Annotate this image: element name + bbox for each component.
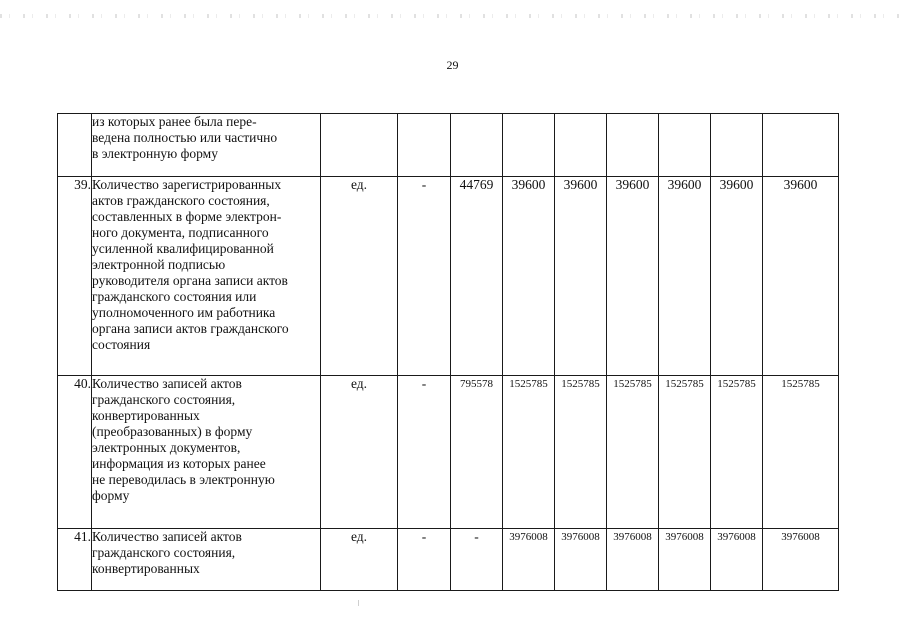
description-line: ведена полностью или частично	[92, 130, 278, 145]
value-cell	[451, 114, 503, 177]
value-cell	[503, 114, 555, 177]
description-line: форму	[92, 488, 130, 503]
description-line: гражданского состояния,	[92, 392, 236, 407]
row-description	[92, 177, 321, 376]
unit-cell: ед.	[321, 376, 398, 529]
description-line: усиленной квалифицированной	[92, 241, 274, 256]
value-cell: 1525785	[763, 376, 839, 529]
page-number: 29	[446, 58, 459, 72]
row-number: 40.	[58, 376, 92, 529]
value-cell: 39600	[711, 177, 763, 376]
description-line: актов гражданского состояния,	[92, 193, 270, 208]
description-line: органа записи актов гражданского	[92, 321, 289, 336]
value-cell: 44769	[451, 177, 503, 376]
row-description	[92, 529, 321, 591]
table-row	[58, 114, 839, 177]
value-cell: 3976008	[659, 529, 711, 591]
description-line: информация из которых ранее	[92, 456, 266, 471]
row-number	[58, 114, 92, 177]
unit-cell	[321, 114, 398, 177]
description-line: уполномоченного им работника	[92, 305, 276, 320]
description-line: конвертированных	[92, 408, 200, 423]
description-line: (преобразованных) в форму	[92, 424, 253, 439]
row-number: 39.	[58, 177, 92, 376]
unit-cell: ед.	[321, 177, 398, 376]
description-line: гражданского состояния,	[92, 545, 236, 560]
description-line: ного документа, подписанного	[92, 225, 269, 240]
value-cell	[555, 114, 607, 177]
scan-noise-strip	[0, 14, 905, 18]
scan-speck	[358, 600, 359, 606]
value-cell: -	[398, 376, 451, 529]
table-row	[58, 177, 839, 376]
row-number: 41.	[58, 529, 92, 591]
value-cell: -	[398, 529, 451, 591]
value-cell: 39600	[555, 177, 607, 376]
description-line: Количество записей актов	[92, 529, 242, 544]
description-line: в электронную форму	[92, 146, 218, 161]
value-cell	[711, 114, 763, 177]
description-line: гражданского состояния или	[92, 289, 257, 304]
value-cell: 1525785	[659, 376, 711, 529]
value-cell: 3976008	[607, 529, 659, 591]
description-line: электронных документов,	[92, 440, 241, 455]
value-cell: 1525785	[503, 376, 555, 529]
value-cell: 3976008	[711, 529, 763, 591]
value-cell	[398, 114, 451, 177]
description-line: составленных в форме электрон-	[92, 209, 282, 224]
row-description	[92, 376, 321, 529]
value-cell	[659, 114, 711, 177]
value-cell	[607, 114, 659, 177]
description-line: конвертированных	[92, 561, 200, 576]
description-line: Количество зарегистрированных	[92, 177, 282, 192]
description-line: не переводилась в электронную	[92, 472, 275, 487]
value-cell: 1525785	[555, 376, 607, 529]
value-cell: 39600	[763, 177, 839, 376]
value-cell	[763, 114, 839, 177]
value-cell: 795578	[451, 376, 503, 529]
value-cell: 3976008	[555, 529, 607, 591]
value-cell: 3976008	[763, 529, 839, 591]
value-cell: -	[451, 529, 503, 591]
value-cell: 1525785	[711, 376, 763, 529]
description-line: из которых ранее была пере-	[92, 114, 257, 129]
value-cell: -	[398, 177, 451, 376]
value-cell: 1525785	[607, 376, 659, 529]
description-line: электронной подписью	[92, 257, 226, 272]
description-line: состояния	[92, 337, 151, 352]
description-line: руководителя органа записи актов	[92, 273, 288, 288]
value-cell: 39600	[659, 177, 711, 376]
table-row	[58, 529, 839, 591]
value-cell: 39600	[503, 177, 555, 376]
row-description	[92, 114, 321, 177]
value-cell: 3976008	[503, 529, 555, 591]
indicator-table	[57, 113, 839, 591]
description-line: Количество записей актов	[92, 376, 242, 391]
table-row	[58, 376, 839, 529]
value-cell: 39600	[607, 177, 659, 376]
unit-cell: ед.	[321, 529, 398, 591]
